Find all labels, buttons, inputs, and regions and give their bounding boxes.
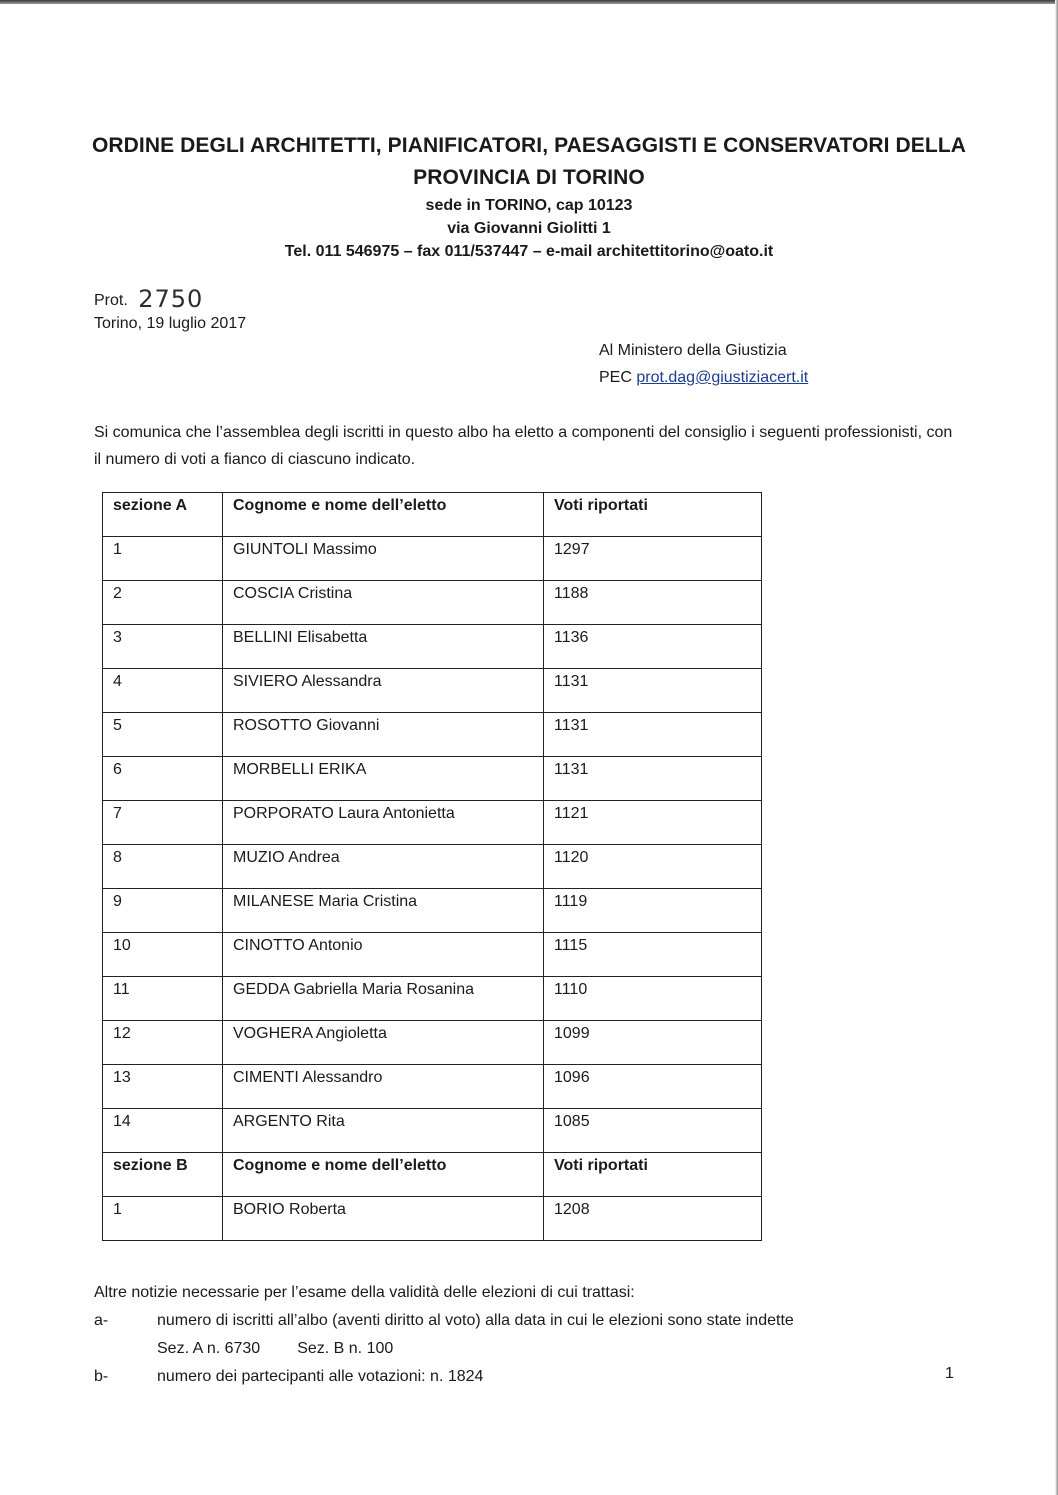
table-row xyxy=(103,757,762,801)
votes-cell: 1131 xyxy=(544,669,762,713)
votes-cell: 1188 xyxy=(544,581,762,625)
seat-number-cell: 4 xyxy=(103,669,223,713)
note-a-counts xyxy=(94,1335,794,1363)
table-header-row xyxy=(103,1153,762,1197)
name-cell: ROSOTTO Giovanni xyxy=(223,713,544,757)
name-cell: BELLINI Elisabetta xyxy=(223,625,544,669)
name-cell: VOGHERA Angioletta xyxy=(223,1021,544,1065)
seat-number-cell: 1 xyxy=(103,537,223,581)
header-cell: Voti riportati xyxy=(544,1153,762,1197)
name-cell: PORPORATO Laura Antonietta xyxy=(223,801,544,845)
notes-section xyxy=(94,1279,794,1391)
org-seat: sede in TORINO, cap 10123 xyxy=(425,197,633,214)
votes-cell: 1131 xyxy=(544,713,762,757)
seat-number-cell: 3 xyxy=(103,625,223,669)
header-cell: Voti riportati xyxy=(544,493,762,537)
name-cell: GIUNTOLI Massimo xyxy=(223,537,544,581)
note-b-text: numero dei partecipanti alle votazioni: n. 1824 xyxy=(157,1368,484,1385)
scan-edge-top xyxy=(0,0,1058,4)
table-header-row xyxy=(103,493,762,537)
page-number: 1 xyxy=(945,1365,954,1382)
votes-cell: 1120 xyxy=(544,845,762,889)
seat-number-cell: 12 xyxy=(103,1021,223,1065)
seat-number-cell: 13 xyxy=(103,1065,223,1109)
seat-number-cell: 8 xyxy=(103,845,223,889)
name-cell: ARGENTO Rita xyxy=(223,1109,544,1153)
votes-cell: 1099 xyxy=(544,1021,762,1065)
table-row xyxy=(103,1109,762,1153)
votes-cell: 1208 xyxy=(544,1197,762,1241)
seat-number-cell: 5 xyxy=(103,713,223,757)
seat-number-cell: 9 xyxy=(103,889,223,933)
header-cell: sezione B xyxy=(103,1153,223,1197)
pec-link[interactable]: prot.dag@giustiziacert.it xyxy=(636,369,809,386)
intro-paragraph: Si comunica che l’assemblea degli iscritti in questo albo ha eletto a componenti del consiglio i seguenti professionisti, con il numero di voti a fianco di ciascuno indicato. xyxy=(94,424,953,468)
votes-cell: 1110 xyxy=(544,977,762,1021)
table-row xyxy=(103,625,762,669)
header-cell: Cognome e nome dell’eletto xyxy=(223,1153,544,1197)
table-row xyxy=(103,537,762,581)
votes-cell: 1115 xyxy=(544,933,762,977)
table-row xyxy=(103,669,762,713)
org-contacts: Tel. 011 546975 – fax 011/537447 – e-mail architettitorino@oato.it xyxy=(284,243,774,260)
seat-number-cell: 6 xyxy=(103,757,223,801)
note-a-sez-a: Sez. A n. 6730 xyxy=(157,1340,261,1357)
results-table xyxy=(102,492,762,1241)
name-cell: SIVIERO Alessandra xyxy=(223,669,544,713)
votes-cell: 1121 xyxy=(544,801,762,845)
table-row xyxy=(103,713,762,757)
votes-cell: 1119 xyxy=(544,889,762,933)
votes-cell: 1131 xyxy=(544,757,762,801)
protocol-number: 2750 xyxy=(138,285,204,313)
note-a-letter: a- xyxy=(94,1312,109,1329)
protocol-label: Prot. xyxy=(94,292,128,309)
header-cell: sezione A xyxy=(103,493,223,537)
document-date: Torino, 19 luglio 2017 xyxy=(94,315,247,332)
recipient-pec xyxy=(599,364,808,391)
recipient-name: Al Ministero della Giustizia xyxy=(599,342,787,359)
protocol xyxy=(94,283,203,311)
header-cell: Cognome e nome dell’eletto xyxy=(223,493,544,537)
notes-intro: Altre notizie necessarie per l’esame della validità delle elezioni di cui trattasi: xyxy=(94,1284,635,1301)
pec-label: PEC xyxy=(599,369,632,386)
name-cell: CIMENTI Alessandro xyxy=(223,1065,544,1109)
name-cell: MUZIO Andrea xyxy=(223,845,544,889)
votes-cell: 1085 xyxy=(544,1109,762,1153)
table-row xyxy=(103,1065,762,1109)
recipient-block xyxy=(599,337,808,391)
votes-cell: 1297 xyxy=(544,537,762,581)
letterhead xyxy=(0,130,1058,263)
table-row xyxy=(103,889,762,933)
note-a-text: numero di iscritti all’albo (aventi diritto al voto) alla data in cui le elezioni sono state indette xyxy=(157,1312,794,1329)
votes-cell: 1096 xyxy=(544,1065,762,1109)
table-row xyxy=(103,977,762,1021)
votes-cell: 1136 xyxy=(544,625,762,669)
seat-number-cell: 2 xyxy=(103,581,223,625)
note-b-letter: b- xyxy=(94,1368,109,1385)
table-row xyxy=(103,1197,762,1241)
name-cell: MORBELLI ERIKA xyxy=(223,757,544,801)
name-cell: GEDDA Gabriella Maria Rosanina xyxy=(223,977,544,1021)
org-address: via Giovanni Giolitti 1 xyxy=(447,220,611,237)
name-cell: COSCIA Cristina xyxy=(223,581,544,625)
table-row xyxy=(103,801,762,845)
table-row xyxy=(103,1021,762,1065)
seat-number-cell: 7 xyxy=(103,801,223,845)
note-b xyxy=(94,1363,794,1391)
name-cell: BORIO Roberta xyxy=(223,1197,544,1241)
org-title-line2: PROVINCIA DI TORINO xyxy=(413,166,645,189)
name-cell: CINOTTO Antonio xyxy=(223,933,544,977)
seat-number-cell: 10 xyxy=(103,933,223,977)
seat-number-cell: 14 xyxy=(103,1109,223,1153)
table-row xyxy=(103,845,762,889)
table-row xyxy=(103,581,762,625)
seat-number-cell: 1 xyxy=(103,1197,223,1241)
name-cell: MILANESE Maria Cristina xyxy=(223,889,544,933)
note-a-sez-b: Sez. B n. 100 xyxy=(297,1340,394,1357)
note-a xyxy=(94,1307,794,1335)
seat-number-cell: 11 xyxy=(103,977,223,1021)
org-title-line1: ORDINE DEGLI ARCHITETTI, PIANIFICATORI, PAESAGGISTI E CONSERVATORI DELLA xyxy=(91,134,967,157)
table-row xyxy=(103,933,762,977)
